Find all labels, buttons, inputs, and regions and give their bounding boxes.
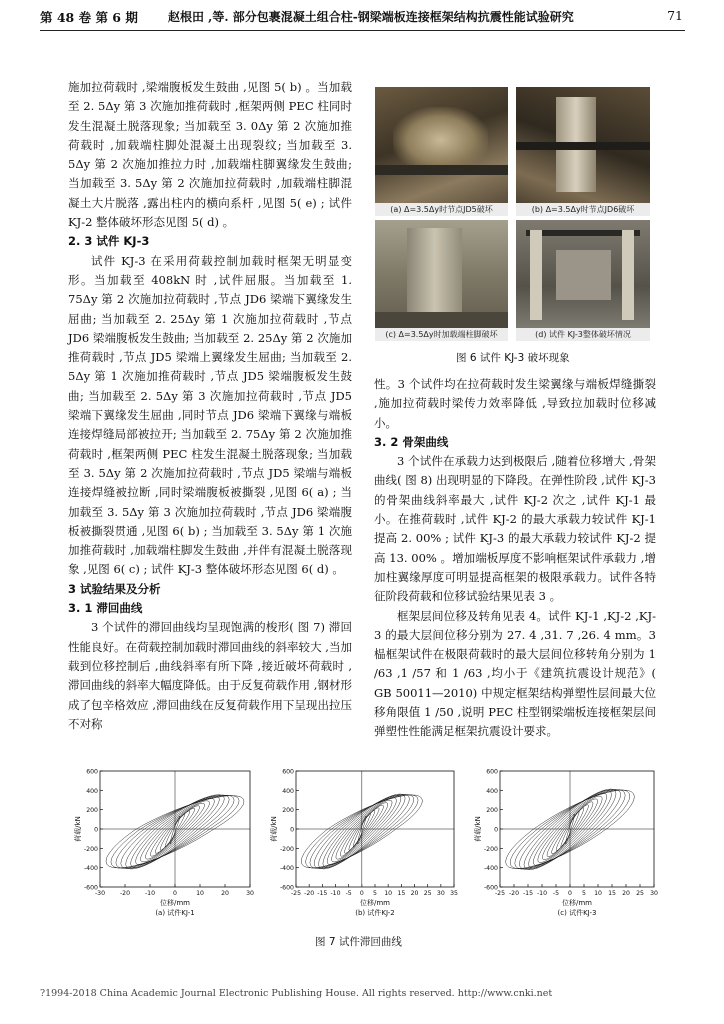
x-tick-label: -20 xyxy=(119,890,131,897)
hysteresis-chart-kj1 xyxy=(68,765,256,925)
y-axis-label: 荷载/kN xyxy=(474,816,482,842)
x-tick-label: 0 xyxy=(359,890,364,897)
y-tick-label: -200 xyxy=(483,845,498,853)
x-tick-label: 5 xyxy=(373,890,377,897)
y-tick-label: 400 xyxy=(486,787,498,795)
photo-caption: (b) Δ=3.5Δy时节点JD6破坏 xyxy=(516,203,650,216)
x-tick-label: 25 xyxy=(636,890,644,897)
left-column xyxy=(68,78,352,734)
figure-7-caption: 图 7 试件滞回曲线 xyxy=(315,936,402,948)
y-tick-label: 0 xyxy=(494,826,498,834)
x-axis-label: 位移/mm xyxy=(360,899,390,907)
hysteresis-chart-kj3 xyxy=(468,765,660,925)
paragraph: 3 个试件在承载力达到极限后 ,随着位移增大 ,骨架曲线( 图 8) 出现明显的下降段。在弹性阶段 ,试件 KJ-3 的骨架曲线斜率最大 ,试件 KJ-2 次之 ,试件 KJ-1 最小。在推荷载时 ,试件 KJ-2 的最大承载力较试件 KJ-1 提高 2. 00% ; 试件 KJ-3 的最大承载力较试件 KJ-2 提高 13. 00% 。增加端板厚度不影响框架试件承载力 ,增加柱翼缘厚度可明显提高框架的极限承载力。试件各特征阶段荷载和位移试验结果见表 3 。 xyxy=(374,454,656,604)
copyright-footer: ?1994-2018 China Academic Journal Electronic Publishing House. All rights reserved. http://www.cnki.net xyxy=(40,988,553,999)
y-tick-label: -200 xyxy=(83,845,98,853)
y-tick-label: 200 xyxy=(86,807,98,815)
y-tick-label: 200 xyxy=(486,807,498,815)
x-tick-label: 15 xyxy=(608,890,616,897)
x-tick-label: 30 xyxy=(436,890,445,897)
x-tick-label: -5 xyxy=(345,890,352,897)
x-tick-label: -10 xyxy=(536,890,548,897)
photo-kj3-overall xyxy=(516,220,650,341)
x-tick-label: -20 xyxy=(508,890,520,897)
paragraph: 3 个试件的滞回曲线均呈现饱满的梭形( 图 7) 滞回性能良好。在荷载控制加载时滞回曲线的斜率较大 ,当加载到位移控制后 ,曲线斜率有所下降 ,接近破坏荷载时 ,滞回曲线的斜率大幅度降低。由于反复荷载作用 ,钢材形成了包辛格效应 ,滞回曲线在反复荷载作用下呈现出拉压不对称 xyxy=(68,620,352,731)
x-tick-label: 20 xyxy=(221,890,229,897)
y-tick-label: 400 xyxy=(86,787,98,795)
page-number: 71 xyxy=(667,8,683,23)
y-tick-label: 600 xyxy=(86,768,98,776)
chart-kj3 xyxy=(468,765,660,925)
y-tick-label: 600 xyxy=(486,768,498,776)
y-tick-label: 200 xyxy=(282,807,294,815)
section-heading: 3 试验结果及分析 xyxy=(68,581,161,596)
y-tick-label: -400 xyxy=(279,865,294,873)
paragraph: 框架层间位移及转角见表 4。试件 KJ-1 ,KJ-2 ,KJ-3 的最大层间位移分别为 27. 4 ,31. 7 ,26. 4 mm。3 榀框架试件在极限荷载时的最大层间位移转角分别为 1 /63 ,1 /57 和 1 /63 ,均小于《建筑抗震设计规范》( GB 50011—2010) 中规定框架结构弹塑性层间最大位移角限值 1 /50 ,说明 PEC 柱型钢梁端板连接框架层间弹塑性性能满足框架抗震设计要求。 xyxy=(374,608,656,739)
x-tick-label: -15 xyxy=(317,890,328,897)
chart-title: (c) 试件KJ-3 xyxy=(557,909,597,917)
chart-kj1 xyxy=(68,765,256,925)
y-tick-label: -600 xyxy=(483,884,498,892)
y-tick-label: -400 xyxy=(83,865,98,873)
section-heading: 2. 3 试件 KJ-3 xyxy=(68,234,150,249)
y-tick-label: -400 xyxy=(483,865,498,873)
y-tick-label: 600 xyxy=(282,768,294,776)
x-tick-label: -15 xyxy=(522,890,534,897)
x-tick-label: -10 xyxy=(330,890,341,897)
x-tick-label: 20 xyxy=(622,890,630,897)
paragraph: 施加拉荷载时 ,梁端腹板发生鼓曲 ,见图 5( b) 。当加载至 2. 5Δy 第 3 次施加推荷载时 ,框架两侧 PEC 柱同时发生混凝土脱落现象; 当加载至 3. 0Δy 第 2 次施加推荷载时 ,加载端柱脚处混凝土出现裂纹; 当加载至 3. 5Δy 第 2 次施加推拉力时 ,加载端柱脚翼缘发生鼓曲; 当加载至 3. 5Δy 第 2 次施加拉荷载时 ,加载端柱脚混凝土大片脱落 ,露出柱内的横向系杆 ,见图 5( e) ; 试件 KJ-2 整体破坏形态见图 5( d) 。 xyxy=(68,80,352,230)
x-tick-label: 30 xyxy=(246,890,254,897)
photo-caption: (a) Δ=3.5Δy时节点JD5破坏 xyxy=(375,203,508,216)
figure-6-caption: 图 6 试件 KJ-3 破坏现象 xyxy=(456,352,570,364)
running-header xyxy=(40,4,685,31)
header-title: 赵根田 ,等. 部分包裹混凝土组合柱-钢梁端板连接框架结构抗震性能试验研究 xyxy=(168,10,574,24)
x-tick-label: -20 xyxy=(304,890,315,897)
x-axis-label: 位移/mm xyxy=(562,899,592,907)
photo-caption: (c) Δ=3.5Δy时加载端柱脚破坏 xyxy=(375,328,508,341)
x-tick-label: 15 xyxy=(397,890,406,897)
x-tick-label: -25 xyxy=(494,890,506,897)
right-column xyxy=(374,375,656,742)
photo-column-base-failure xyxy=(375,220,508,341)
x-tick-label: 30 xyxy=(650,890,658,897)
photo-caption: (d) 试件 KJ-3整体破坏情况 xyxy=(516,328,650,341)
issue-label: 第 48 卷 第 6 期 xyxy=(40,10,138,25)
x-tick-label: 0 xyxy=(173,890,177,897)
x-tick-label: -10 xyxy=(144,890,156,897)
paragraph: 性。3 个试件均在拉荷载时发生梁翼缘与端板焊缝撕裂 ,施加拉荷载时梁传力效率降低 ,导致拉加载时位移减小。 xyxy=(374,377,656,430)
x-tick-label: -30 xyxy=(94,890,106,897)
x-tick-label: 25 xyxy=(423,890,432,897)
x-tick-label: -5 xyxy=(552,890,560,897)
section-heading: 3. 2 骨架曲线 xyxy=(374,434,449,449)
x-tick-label: 0 xyxy=(568,890,572,897)
y-tick-label: 400 xyxy=(282,787,294,795)
y-tick-label: -600 xyxy=(279,884,294,892)
y-tick-label: -200 xyxy=(279,845,294,853)
y-tick-label: -600 xyxy=(83,884,98,892)
x-tick-label: 20 xyxy=(410,890,419,897)
chart-title: (a) 试件KJ-1 xyxy=(155,909,195,917)
x-tick-label: 35 xyxy=(450,890,458,897)
section-heading: 3. 1 滞回曲线 xyxy=(68,601,143,616)
y-tick-label: 0 xyxy=(94,826,98,834)
x-tick-label: 5 xyxy=(582,890,586,897)
y-tick-label: 0 xyxy=(290,826,294,834)
chart-kj2 xyxy=(264,765,460,925)
photo-jd6-failure xyxy=(516,87,650,216)
x-tick-label: 10 xyxy=(384,890,393,897)
hysteresis-chart-kj2 xyxy=(264,765,460,925)
y-axis-label: 荷载/kN xyxy=(74,816,82,842)
x-axis-label: 位移/mm xyxy=(160,899,190,907)
x-tick-label: -25 xyxy=(290,890,302,897)
x-tick-label: 10 xyxy=(594,890,602,897)
chart-title: (b) 试件KJ-2 xyxy=(355,909,395,917)
y-axis-label: 荷载/kN xyxy=(270,816,278,842)
paragraph: 试件 KJ-3 在采用荷载控制加载时框架无明显变形。当加载至 408kN 时 ,试件屈服。当加载至 1. 75Δy 第 2 次施加拉荷载时 ,节点 JD6 梁端下翼缘发生屈曲; 当加载至 2. 25Δy 第 1 次施加拉荷载时 ,节点 JD6 梁端腹板发生鼓曲; 当加载至 2. 25Δy 第 2 次施加推荷载时 ,节点 JD5 梁端上翼缘发生屈曲; 当加载至 2. 5Δy 第 1 次施加推荷载时 ,节点 JD5 梁端腹板发生鼓曲; 当加载至 2. 5Δy 第 3 次施加拉荷载时 ,节点 JD5 梁端下翼缘发生屈曲 ,同时节点 JD6 梁端下翼缘与端板连接焊缝局部被拉开; 当加载至 2. 75Δy 第 2 次施加推荷载时 ,框架两侧 PEC 柱发生混凝土脱落现象; 当加载至 3. 5Δy 第 2 次施加拉荷载时 ,节点 JD5 梁端与端板连接焊缝被拉断 ,同时梁端腹板被撕裂 ,见图 6( a) ; 当加载至 3. 5Δy 第 3 次施加拉荷载时 ,节点 JD6 梁端腹板被撕裂贯通 ,见图 6( b) ; 当加载至 3. 5Δy 第 1 次施加推荷载时 ,加载端柱脚发生鼓曲 ,并伴有混凝土脱落现象 ,见图 6( c) ; 试件 KJ-3 整体破坏形态见图 6( d) 。 xyxy=(68,253,352,577)
photo-jd5-failure xyxy=(375,87,508,216)
x-tick-label: 10 xyxy=(196,890,204,897)
